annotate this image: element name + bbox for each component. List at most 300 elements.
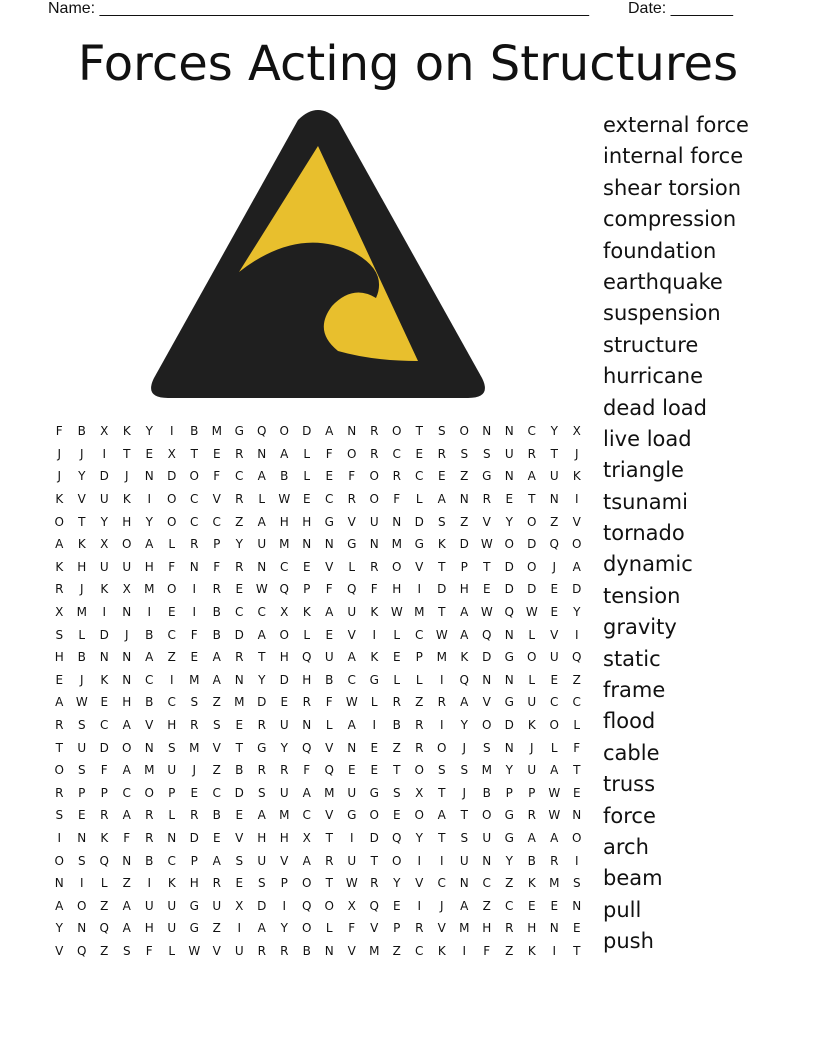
grid-letter[interactable]: B bbox=[145, 627, 154, 642]
grid-letter[interactable]: O bbox=[279, 424, 289, 439]
grid-letter[interactable]: K bbox=[527, 876, 536, 891]
grid-letter[interactable]: T bbox=[258, 650, 266, 665]
grid-letter[interactable]: M bbox=[189, 740, 200, 755]
grid-letter[interactable]: Q bbox=[77, 943, 87, 958]
grid-letter[interactable]: M bbox=[324, 785, 335, 800]
grid-letter[interactable]: J bbox=[57, 469, 62, 484]
grid-letter[interactable]: F bbox=[213, 469, 221, 484]
grid-letter[interactable]: M bbox=[459, 921, 470, 936]
grid-letter[interactable]: R bbox=[235, 559, 244, 574]
grid-letter[interactable]: D bbox=[572, 582, 582, 597]
grid-letter[interactable]: N bbox=[504, 469, 514, 484]
grid-letter[interactable]: E bbox=[167, 605, 176, 620]
grid-letter[interactable]: Y bbox=[280, 921, 288, 936]
grid-letter[interactable]: E bbox=[550, 605, 559, 620]
grid-letter[interactable]: C bbox=[505, 898, 514, 913]
grid-letter[interactable]: I bbox=[439, 853, 444, 868]
grid-letter[interactable]: O bbox=[122, 537, 132, 552]
grid-letter[interactable]: S bbox=[392, 785, 401, 800]
grid-letter[interactable]: R bbox=[145, 830, 154, 845]
grid-letter[interactable]: L bbox=[348, 559, 356, 574]
grid-letter[interactable]: G bbox=[369, 672, 379, 687]
grid-letter[interactable]: O bbox=[324, 898, 334, 913]
grid-letter[interactable]: D bbox=[504, 559, 514, 574]
grid-letter[interactable]: Y bbox=[505, 763, 513, 778]
grid-letter[interactable]: U bbox=[504, 446, 514, 461]
grid-letter[interactable]: C bbox=[527, 424, 536, 439]
grid-letter[interactable]: A bbox=[145, 537, 154, 552]
grid-letter[interactable]: L bbox=[325, 921, 333, 936]
grid-letter[interactable]: F bbox=[145, 943, 153, 958]
grid-letter[interactable]: V bbox=[347, 514, 356, 529]
grid-letter[interactable]: A bbox=[437, 492, 446, 507]
grid-letter[interactable]: C bbox=[482, 876, 491, 891]
grid-letter[interactable]: H bbox=[302, 514, 312, 529]
grid-letter[interactable]: N bbox=[347, 740, 357, 755]
grid-letter[interactable]: Q bbox=[482, 627, 492, 642]
grid-letter[interactable]: X bbox=[280, 605, 289, 620]
grid-letter[interactable]: G bbox=[414, 537, 424, 552]
grid-letter[interactable]: A bbox=[550, 830, 559, 845]
grid-letter[interactable]: Q bbox=[504, 605, 514, 620]
grid-letter[interactable]: R bbox=[280, 943, 289, 958]
grid-letter[interactable]: Y bbox=[145, 424, 153, 439]
grid-letter[interactable]: E bbox=[100, 695, 109, 710]
grid-letter[interactable]: G bbox=[369, 785, 379, 800]
grid-letter[interactable]: T bbox=[415, 424, 423, 439]
grid-letter[interactable]: S bbox=[190, 695, 199, 710]
grid-letter[interactable]: E bbox=[55, 672, 64, 687]
grid-letter[interactable]: L bbox=[528, 672, 536, 687]
grid-letter[interactable]: G bbox=[189, 898, 199, 913]
grid-letter[interactable]: M bbox=[369, 943, 380, 958]
grid-letter[interactable]: A bbox=[212, 672, 221, 687]
grid-letter[interactable]: H bbox=[257, 830, 267, 845]
grid-letter[interactable]: A bbox=[257, 808, 266, 823]
grid-letter[interactable]: C bbox=[302, 808, 311, 823]
grid-letter[interactable]: N bbox=[257, 446, 267, 461]
grid-letter[interactable]: S bbox=[77, 718, 86, 733]
name-field[interactable]: Name: _______________________________________________________ bbox=[48, 0, 589, 17]
grid-letter[interactable]: A bbox=[55, 695, 64, 710]
grid-letter[interactable]: F bbox=[348, 921, 356, 936]
grid-letter[interactable]: B bbox=[212, 808, 221, 823]
grid-letter[interactable]: X bbox=[347, 898, 356, 913]
grid-letter[interactable]: U bbox=[279, 785, 289, 800]
grid-letter[interactable]: B bbox=[527, 853, 536, 868]
grid-letter[interactable]: N bbox=[77, 921, 87, 936]
grid-letter[interactable]: H bbox=[279, 830, 289, 845]
grid-letter[interactable]: E bbox=[572, 921, 581, 936]
grid-letter[interactable]: F bbox=[168, 559, 176, 574]
grid-letter[interactable]: E bbox=[415, 446, 424, 461]
grid-letter[interactable]: Q bbox=[302, 650, 312, 665]
grid-letter[interactable]: J bbox=[552, 559, 557, 574]
grid-letter[interactable]: I bbox=[574, 492, 579, 507]
grid-letter[interactable]: O bbox=[54, 514, 64, 529]
grid-letter[interactable]: M bbox=[211, 424, 222, 439]
grid-letter[interactable]: F bbox=[348, 469, 356, 484]
grid-letter[interactable]: K bbox=[437, 537, 446, 552]
grid-letter[interactable]: A bbox=[55, 898, 64, 913]
word-search-grid[interactable] bbox=[48, 420, 588, 962]
grid-letter[interactable]: I bbox=[462, 943, 467, 958]
grid-letter[interactable]: E bbox=[280, 695, 289, 710]
grid-letter[interactable]: P bbox=[100, 785, 108, 800]
grid-letter[interactable]: V bbox=[415, 559, 424, 574]
grid-letter[interactable]: N bbox=[77, 830, 87, 845]
grid-letter[interactable]: K bbox=[460, 650, 469, 665]
grid-letter[interactable]: L bbox=[393, 672, 401, 687]
grid-letter[interactable]: M bbox=[144, 582, 155, 597]
grid-letter[interactable]: L bbox=[415, 672, 423, 687]
grid-letter[interactable]: N bbox=[234, 672, 244, 687]
grid-letter[interactable]: E bbox=[190, 785, 199, 800]
grid-letter[interactable]: N bbox=[459, 492, 469, 507]
grid-letter[interactable]: K bbox=[100, 582, 109, 597]
grid-letter[interactable]: K bbox=[370, 650, 379, 665]
grid-letter[interactable]: R bbox=[347, 492, 356, 507]
grid-letter[interactable]: S bbox=[257, 785, 266, 800]
grid-letter[interactable]: T bbox=[190, 446, 198, 461]
grid-letter[interactable]: R bbox=[235, 492, 244, 507]
grid-letter[interactable]: D bbox=[482, 650, 492, 665]
grid-letter[interactable]: D bbox=[257, 898, 267, 913]
date-field[interactable]: Date: _______ bbox=[628, 0, 733, 17]
grid-letter[interactable]: N bbox=[302, 537, 312, 552]
grid-letter[interactable]: Z bbox=[505, 943, 514, 958]
grid-letter[interactable]: Z bbox=[460, 514, 469, 529]
grid-letter[interactable]: E bbox=[235, 582, 244, 597]
grid-letter[interactable]: V bbox=[235, 830, 244, 845]
grid-letter[interactable]: T bbox=[55, 740, 63, 755]
grid-letter[interactable]: A bbox=[122, 808, 131, 823]
grid-letter[interactable]: R bbox=[302, 695, 311, 710]
grid-letter[interactable]: N bbox=[347, 424, 357, 439]
grid-letter[interactable]: Z bbox=[212, 921, 221, 936]
grid-letter[interactable]: U bbox=[99, 559, 109, 574]
grid-letter[interactable]: J bbox=[79, 446, 84, 461]
grid-letter[interactable]: V bbox=[145, 718, 154, 733]
grid-letter[interactable]: I bbox=[147, 492, 152, 507]
grid-letter[interactable]: K bbox=[302, 605, 311, 620]
grid-letter[interactable]: N bbox=[392, 514, 402, 529]
grid-letter[interactable]: W bbox=[345, 695, 358, 710]
grid-letter[interactable]: Y bbox=[505, 853, 513, 868]
grid-letter[interactable]: C bbox=[235, 469, 244, 484]
grid-letter[interactable]: F bbox=[303, 763, 311, 778]
grid-letter[interactable]: W bbox=[548, 785, 561, 800]
grid-letter[interactable]: V bbox=[370, 921, 379, 936]
grid-letter[interactable]: P bbox=[168, 785, 176, 800]
grid-letter[interactable]: N bbox=[122, 853, 132, 868]
grid-letter[interactable]: C bbox=[347, 672, 356, 687]
grid-letter[interactable]: K bbox=[122, 492, 131, 507]
grid-letter[interactable]: U bbox=[527, 763, 537, 778]
grid-letter[interactable]: C bbox=[415, 469, 424, 484]
grid-letter[interactable]: O bbox=[392, 424, 402, 439]
grid-letter[interactable]: W bbox=[188, 943, 201, 958]
grid-letter[interactable]: F bbox=[100, 763, 108, 778]
grid-letter[interactable]: O bbox=[572, 537, 582, 552]
grid-letter[interactable]: N bbox=[482, 853, 492, 868]
grid-letter[interactable]: A bbox=[572, 559, 581, 574]
grid-letter[interactable]: Q bbox=[392, 830, 402, 845]
grid-letter[interactable]: I bbox=[147, 605, 152, 620]
grid-letter[interactable]: K bbox=[55, 559, 64, 574]
grid-letter[interactable]: R bbox=[145, 808, 154, 823]
grid-letter[interactable]: E bbox=[550, 672, 559, 687]
grid-letter[interactable]: Q bbox=[99, 921, 109, 936]
grid-letter[interactable]: C bbox=[145, 672, 154, 687]
grid-letter[interactable]: T bbox=[325, 876, 333, 891]
grid-letter[interactable]: A bbox=[122, 898, 131, 913]
grid-letter[interactable]: G bbox=[504, 808, 514, 823]
grid-letter[interactable]: B bbox=[77, 650, 86, 665]
grid-letter[interactable]: A bbox=[347, 650, 356, 665]
grid-letter[interactable]: N bbox=[122, 650, 132, 665]
grid-letter[interactable]: L bbox=[168, 808, 176, 823]
grid-letter[interactable]: L bbox=[100, 876, 108, 891]
grid-letter[interactable]: C bbox=[550, 695, 559, 710]
grid-letter[interactable]: U bbox=[167, 763, 177, 778]
grid-letter[interactable]: U bbox=[77, 740, 87, 755]
grid-letter[interactable]: N bbox=[504, 740, 514, 755]
grid-letter[interactable]: E bbox=[190, 650, 199, 665]
grid-letter[interactable]: E bbox=[302, 559, 311, 574]
grid-letter[interactable]: C bbox=[212, 785, 221, 800]
grid-letter[interactable]: D bbox=[189, 830, 199, 845]
grid-letter[interactable]: N bbox=[504, 424, 514, 439]
grid-letter[interactable]: T bbox=[573, 943, 581, 958]
grid-letter[interactable]: G bbox=[347, 537, 357, 552]
grid-letter[interactable]: O bbox=[279, 627, 289, 642]
grid-letter[interactable]: U bbox=[122, 559, 132, 574]
grid-letter[interactable]: C bbox=[167, 627, 176, 642]
grid-letter[interactable]: D bbox=[99, 627, 109, 642]
grid-letter[interactable]: Q bbox=[549, 537, 559, 552]
grid-letter[interactable]: H bbox=[302, 672, 312, 687]
grid-letter[interactable]: B bbox=[77, 424, 86, 439]
grid-letter[interactable]: I bbox=[102, 446, 107, 461]
grid-letter[interactable]: K bbox=[437, 943, 446, 958]
grid-letter[interactable]: R bbox=[550, 853, 559, 868]
grid-letter[interactable]: N bbox=[324, 537, 334, 552]
grid-letter[interactable]: A bbox=[302, 853, 311, 868]
grid-letter[interactable]: H bbox=[77, 559, 87, 574]
grid-letter[interactable]: W bbox=[278, 492, 291, 507]
grid-letter[interactable]: R bbox=[415, 718, 424, 733]
grid-letter[interactable]: V bbox=[572, 514, 581, 529]
grid-letter[interactable]: Q bbox=[572, 650, 582, 665]
grid-letter[interactable]: I bbox=[439, 718, 444, 733]
grid-letter[interactable]: D bbox=[504, 582, 514, 597]
grid-letter[interactable]: F bbox=[190, 627, 198, 642]
grid-letter[interactable]: R bbox=[527, 446, 536, 461]
grid-letter[interactable]: N bbox=[482, 672, 492, 687]
grid-letter[interactable]: V bbox=[325, 740, 334, 755]
grid-letter[interactable]: W bbox=[435, 627, 448, 642]
grid-letter[interactable]: K bbox=[527, 943, 536, 958]
grid-letter[interactable]: R bbox=[190, 808, 199, 823]
grid-letter[interactable]: X bbox=[100, 537, 109, 552]
grid-letter[interactable]: U bbox=[459, 853, 469, 868]
grid-letter[interactable]: I bbox=[192, 582, 197, 597]
grid-letter[interactable]: T bbox=[235, 740, 243, 755]
grid-letter[interactable]: I bbox=[439, 672, 444, 687]
grid-letter[interactable]: E bbox=[145, 446, 154, 461]
grid-letter[interactable]: P bbox=[460, 559, 468, 574]
grid-letter[interactable]: Y bbox=[78, 469, 86, 484]
grid-letter[interactable]: D bbox=[99, 469, 109, 484]
grid-letter[interactable]: S bbox=[55, 808, 64, 823]
grid-letter[interactable]: T bbox=[393, 763, 401, 778]
grid-letter[interactable]: V bbox=[212, 492, 221, 507]
grid-letter[interactable]: A bbox=[122, 718, 131, 733]
grid-letter[interactable]: W bbox=[345, 876, 358, 891]
grid-letter[interactable]: D bbox=[279, 672, 289, 687]
grid-letter[interactable]: Z bbox=[235, 514, 244, 529]
grid-letter[interactable]: D bbox=[459, 537, 469, 552]
grid-letter[interactable]: L bbox=[573, 718, 581, 733]
grid-letter[interactable]: L bbox=[370, 695, 378, 710]
grid-letter[interactable]: G bbox=[189, 921, 199, 936]
grid-letter[interactable]: E bbox=[77, 808, 86, 823]
grid-letter[interactable]: S bbox=[572, 876, 581, 891]
grid-letter[interactable]: R bbox=[55, 718, 64, 733]
grid-letter[interactable]: O bbox=[414, 763, 424, 778]
grid-letter[interactable]: I bbox=[417, 853, 422, 868]
grid-letter[interactable]: H bbox=[392, 582, 402, 597]
grid-letter[interactable]: S bbox=[482, 740, 491, 755]
grid-letter[interactable]: O bbox=[459, 424, 469, 439]
grid-letter[interactable]: V bbox=[415, 876, 424, 891]
grid-letter[interactable]: P bbox=[505, 785, 513, 800]
grid-letter[interactable]: B bbox=[392, 718, 401, 733]
grid-letter[interactable]: C bbox=[212, 514, 221, 529]
grid-letter[interactable]: N bbox=[302, 718, 312, 733]
grid-letter[interactable]: R bbox=[212, 582, 221, 597]
grid-letter[interactable]: I bbox=[57, 830, 62, 845]
grid-letter[interactable]: T bbox=[460, 808, 468, 823]
grid-letter[interactable]: U bbox=[257, 853, 267, 868]
grid-letter[interactable]: W bbox=[75, 695, 88, 710]
grid-letter[interactable]: U bbox=[144, 898, 154, 913]
grid-letter[interactable]: Y bbox=[573, 605, 581, 620]
grid-letter[interactable]: N bbox=[459, 876, 469, 891]
grid-letter[interactable]: D bbox=[437, 582, 447, 597]
grid-letter[interactable]: X bbox=[572, 424, 581, 439]
grid-letter[interactable]: I bbox=[552, 943, 557, 958]
grid-letter[interactable]: H bbox=[189, 876, 199, 891]
grid-letter[interactable]: A bbox=[325, 424, 334, 439]
grid-letter[interactable]: R bbox=[437, 695, 446, 710]
grid-letter[interactable]: A bbox=[527, 830, 536, 845]
grid-letter[interactable]: U bbox=[279, 718, 289, 733]
grid-letter[interactable]: O bbox=[392, 559, 402, 574]
grid-letter[interactable]: U bbox=[167, 921, 177, 936]
grid-letter[interactable]: D bbox=[302, 424, 312, 439]
grid-letter[interactable]: R bbox=[505, 921, 514, 936]
grid-letter[interactable]: H bbox=[482, 921, 492, 936]
grid-letter[interactable]: H bbox=[279, 514, 289, 529]
grid-letter[interactable]: Y bbox=[100, 514, 108, 529]
grid-letter[interactable]: D bbox=[504, 718, 514, 733]
grid-letter[interactable]: N bbox=[144, 740, 154, 755]
grid-letter[interactable]: X bbox=[235, 898, 244, 913]
grid-letter[interactable]: D bbox=[527, 537, 537, 552]
grid-letter[interactable]: J bbox=[574, 446, 579, 461]
grid-letter[interactable]: P bbox=[393, 921, 401, 936]
grid-letter[interactable]: U bbox=[549, 469, 559, 484]
grid-letter[interactable]: E bbox=[302, 492, 311, 507]
grid-letter[interactable]: O bbox=[54, 763, 64, 778]
grid-letter[interactable]: M bbox=[414, 605, 425, 620]
grid-letter[interactable]: C bbox=[167, 853, 176, 868]
grid-letter[interactable]: W bbox=[390, 605, 403, 620]
grid-letter[interactable]: E bbox=[527, 898, 536, 913]
grid-letter[interactable]: E bbox=[392, 808, 401, 823]
grid-letter[interactable]: F bbox=[325, 695, 333, 710]
grid-letter[interactable]: O bbox=[54, 853, 64, 868]
grid-letter[interactable]: R bbox=[257, 763, 266, 778]
grid-letter[interactable]: Y bbox=[145, 514, 153, 529]
grid-letter[interactable]: A bbox=[460, 898, 469, 913]
grid-letter[interactable]: K bbox=[572, 469, 581, 484]
grid-letter[interactable]: M bbox=[279, 808, 290, 823]
grid-letter[interactable]: C bbox=[167, 695, 176, 710]
grid-letter[interactable]: Y bbox=[258, 672, 266, 687]
grid-letter[interactable]: T bbox=[528, 492, 536, 507]
grid-letter[interactable]: N bbox=[572, 808, 582, 823]
grid-letter[interactable]: H bbox=[54, 650, 64, 665]
grid-letter[interactable]: X bbox=[302, 830, 311, 845]
grid-letter[interactable]: P bbox=[190, 853, 198, 868]
grid-letter[interactable]: Z bbox=[212, 763, 221, 778]
grid-letter[interactable]: U bbox=[234, 943, 244, 958]
grid-letter[interactable]: Y bbox=[280, 740, 288, 755]
grid-letter[interactable]: Y bbox=[505, 514, 513, 529]
grid-letter[interactable]: U bbox=[527, 695, 537, 710]
grid-letter[interactable]: O bbox=[527, 650, 537, 665]
grid-letter[interactable]: A bbox=[257, 627, 266, 642]
grid-letter[interactable]: B bbox=[145, 853, 154, 868]
grid-letter[interactable]: G bbox=[257, 740, 267, 755]
grid-letter[interactable]: V bbox=[482, 695, 491, 710]
grid-letter[interactable]: J bbox=[462, 785, 467, 800]
grid-letter[interactable]: R bbox=[370, 876, 379, 891]
grid-letter[interactable]: I bbox=[417, 582, 422, 597]
grid-letter[interactable]: V bbox=[212, 943, 221, 958]
grid-letter[interactable]: L bbox=[78, 627, 86, 642]
grid-letter[interactable]: I bbox=[282, 898, 287, 913]
grid-letter[interactable]: G bbox=[504, 650, 514, 665]
grid-letter[interactable]: S bbox=[437, 424, 446, 439]
grid-letter[interactable]: N bbox=[122, 605, 132, 620]
grid-letter[interactable]: O bbox=[572, 830, 582, 845]
grid-letter[interactable]: F bbox=[325, 446, 333, 461]
grid-letter[interactable]: Z bbox=[167, 650, 176, 665]
grid-letter[interactable]: U bbox=[549, 650, 559, 665]
grid-letter[interactable]: C bbox=[415, 627, 424, 642]
grid-letter[interactable]: D bbox=[99, 740, 109, 755]
grid-letter[interactable]: A bbox=[460, 627, 469, 642]
grid-letter[interactable]: Q bbox=[99, 853, 109, 868]
grid-letter[interactable]: S bbox=[482, 446, 491, 461]
grid-letter[interactable]: L bbox=[168, 537, 176, 552]
grid-letter[interactable]: U bbox=[482, 830, 492, 845]
grid-letter[interactable]: O bbox=[167, 492, 177, 507]
